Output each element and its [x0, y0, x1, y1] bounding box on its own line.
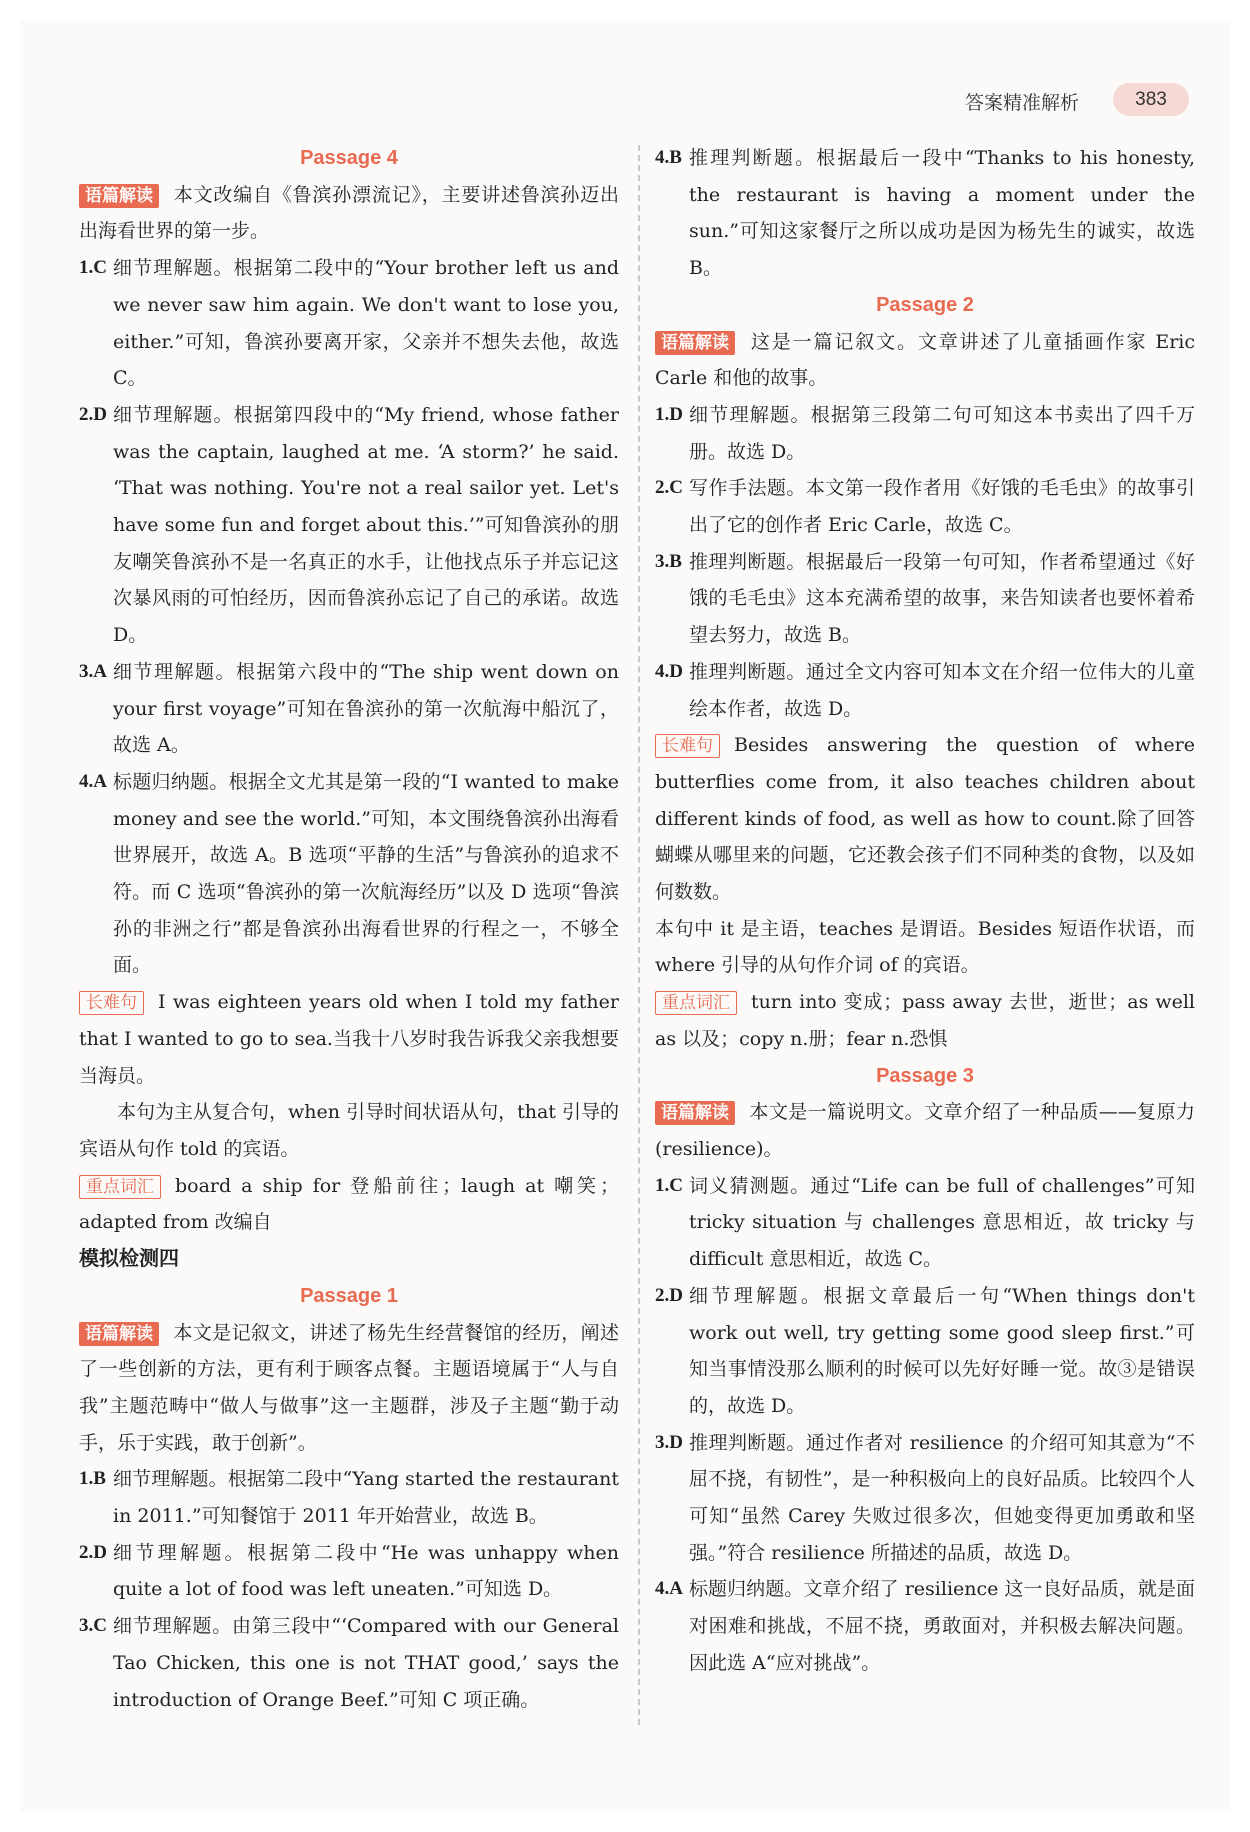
reading-summary: [655, 1094, 1195, 1167]
answer-num: 1.C: [79, 257, 107, 279]
answer-num: 1.C: [655, 1174, 683, 1196]
reading-text: 本文是一篇说明文。文章介绍了一种品质——复原力(resilience)。: [655, 1101, 1195, 1160]
answer-text: 推理判断题。通过全文内容可知本文在介绍一位伟大的儿童绘本作者，故选 D。: [689, 660, 1195, 720]
vocab-text: turn into 变成；pass away 去世，逝世；as well as 以及；copy n.册；fear n.恐惧: [655, 991, 1195, 1050]
answer-text: 细节理解题。根据第三段第二句可知这本书卖出了四千万册。故选 D。: [689, 403, 1195, 463]
reading-summary: [79, 177, 619, 250]
answer-item: [79, 1535, 619, 1608]
answer-item: [79, 764, 619, 984]
vocabulary: [655, 984, 1195, 1057]
answer-text: 写作手法题。本文第一段作者用《好饿的毛毛虫》的故事引出了它的创作者 Eric Carle，故选 C。: [689, 477, 1195, 537]
answer-num: 4.A: [79, 770, 107, 792]
answer-item: [79, 1608, 619, 1718]
passage-title: Passage 1: [300, 1284, 398, 1307]
answer-text: 细节理解题。根据第六段中的“The ship went down on your first voyage”可知在鲁滨孙的第一次航海中船沉了，故选 A。: [113, 660, 619, 757]
passage-title: Passage 3: [876, 1064, 974, 1087]
answer-text: 推理判断题。通过作者对 resilience 的介绍可知其意为“不屈不挠，有韧性”，是一种积极向上的良好品质。比较四个人可知“虽然 Carey 失败过很多次，但她变得更加勇敢和坚强。”符合 resilience 所描述的品质，故选 D。: [689, 1431, 1195, 1564]
reading-text: 本文是记叙文，讲述了杨先生经营餐馆的经历，阐述了一些创新的方法，更有利于顾客点餐。主题语境属于“人与自我”主题范畴中“做人与做事”这一主题群，涉及子主题“勤于动手，乐于实践，敢于创新”。: [79, 1321, 619, 1454]
answer-text: 推理判断题。根据最后一段第一句可知，作者希望通过《好饿的毛毛虫》这本充满希望的故事，来告知读者也要怀着希望去努力，故选 B。: [689, 550, 1195, 647]
long-sentence-text: Besides answering the question of where butterflies come from, it also teaches children about different kinds of food, as well as how to count.除了回答蝴蝶从哪里来的问题，它还教会孩子们不同种类的食物，以及如何数数。: [655, 734, 1195, 904]
header-title: 答案精准解析: [965, 93, 1080, 114]
answer-item: [79, 1461, 619, 1534]
passage-title: Passage 2: [876, 293, 974, 316]
answer-text: 标题归纳题。根据全文尤其是第一段的“I wanted to make money and see the world.”可知，本文围绕鲁滨孙出海看世界展开，故选 A。B 选项“平静的生活”与鲁滨孙的追求不符。而 C 选项“鲁滨孙的第一次航海经历”以及 D 选项“鲁滨孙的非洲之行”都是鲁滨孙出海看世界的行程之一，不够全面。: [113, 770, 619, 977]
answer-num: 2.D: [79, 1541, 107, 1563]
section-title: 模拟检测四: [79, 1248, 179, 1271]
passage-title: Passage 4: [300, 147, 398, 169]
answer-text: 细节理解题。根据第二段中的“Your brother left us and we never saw him again. We don't want to lose you, either.”可知，鲁滨孙要离开家，父亲并不想失去他，故选 C。: [113, 257, 619, 390]
long-sentence: [655, 727, 1195, 911]
answer-text: 细节理解题。根据第二段中“He was unhappy when quite a lot of food was left uneaten.”可知选 D。: [113, 1541, 619, 1601]
column-divider: [638, 145, 640, 1725]
answer-num: 2.C: [655, 477, 683, 499]
reading-tag: 语篇解读: [655, 331, 735, 355]
answer-item: [655, 1425, 1195, 1572]
answer-item: [655, 1168, 1195, 1278]
long-sentence: [79, 984, 619, 1094]
answer-text: 细节理解题。由第三段中“‘Compared with our General Tao Chicken, this one is not THAT good,’ says the introduction of Orange Beef.”可知 C 项正确。: [113, 1615, 619, 1711]
reading-summary: [79, 1315, 619, 1462]
answer-item: [79, 250, 619, 397]
long-sentence-tag: 长难句: [655, 734, 720, 758]
reading-tag: 语篇解读: [79, 1322, 159, 1346]
page-number-badge: 383: [1113, 83, 1189, 116]
answer-num: 3.D: [655, 1431, 683, 1453]
answer-item: [655, 140, 1195, 287]
long-sentence-note: 本句中 it 是主语，teaches 是谓语。Besides 短语作状语，而 where 引导的从句作介词 of 的宾语。: [655, 917, 1195, 977]
vocab-tag: 重点词汇: [655, 991, 737, 1015]
vocab-text: board a ship for 登船前往；laugh at 嘲笑；adapted from 改编自: [79, 1174, 619, 1234]
answer-num: 3.A: [79, 660, 107, 682]
answer-num: 2.D: [655, 1284, 683, 1306]
answer-item: [655, 654, 1195, 727]
answer-item: [655, 397, 1195, 470]
answer-num: 3.C: [79, 1615, 107, 1637]
answer-item: [79, 654, 619, 764]
answer-item: [655, 470, 1195, 543]
left-column: [79, 140, 619, 1718]
answer-item: [655, 544, 1195, 654]
long-sentence-text: I was eighteen years old when I told my father that I wanted to go to sea.当我十八岁时我告诉我父亲我想要当海员。: [79, 991, 619, 1087]
answer-num: 1.D: [655, 403, 683, 425]
answer-num: 2.D: [79, 403, 107, 425]
answer-text: 细节理解题。根据第四段中的“My friend, whose father was the captain, laughed at me. ‘A storm?’ he said. ‘That was nothing. You're not a real sailor yet. Let's have some fun and forget about this.’”可知鲁滨孙的朋友嘲笑鲁滨孙不是一名真正的水手，让他找点乐子并忘记这次暴风雨的可怕经历，因而鲁滨孙忘记了自己的承诺。故选 D。: [113, 403, 619, 647]
answer-num: 4.D: [655, 660, 683, 682]
long-sentence-note: 本句为主从复合句，when 引导时间状语从句，that 引导的宾语从句作 told 的宾语。: [79, 1101, 619, 1160]
answer-num: 1.B: [79, 1468, 106, 1490]
answer-text: 细节理解题。根据文章最后一句“When things don't work out well, try getting some good sleep first.”可知当事情没那么顺利的时候可以先好好睡一觉。故③是错误的，故选 D。: [689, 1284, 1195, 1417]
answer-text: 细节理解题。根据第二段中“Yang started the restaurant in 2011.”可知餐馆于 2011 年开始营业，故选 B。: [113, 1468, 619, 1528]
reading-text: 这是一篇记叙文。文章讲述了儿童插画作家 Eric Carle 和他的故事。: [655, 330, 1195, 390]
answer-num: 3.B: [655, 550, 682, 572]
right-column: [655, 140, 1195, 1682]
answer-text: 推理判断题。根据最后一段中“Thanks to his honesty, the restaurant is having a moment under the sun.”可知这家餐厅之所以成功是因为杨先生的诚实，故选 B。: [689, 147, 1195, 280]
reading-tag: 语篇解读: [655, 1101, 735, 1125]
answer-item: [655, 1571, 1195, 1681]
answer-item: [79, 397, 619, 654]
reading-summary: [655, 324, 1195, 397]
long-sentence-tag: 长难句: [79, 991, 144, 1015]
answer-num: 4.A: [655, 1578, 683, 1600]
vocab-tag: 重点词汇: [79, 1175, 161, 1199]
answer-text: 词义猜测题。通过“Life can be full of challenges”可知 tricky situation 与 challenges 意思相近，故 tricky 与 difficult 意思相近，故选 C。: [689, 1174, 1195, 1271]
reading-text: 本文改编自《鲁滨孙漂流记》，主要讲述鲁滨孙迈出出海看世界的第一步。: [79, 183, 619, 243]
vocabulary: [79, 1168, 619, 1241]
answer-num: 4.B: [655, 147, 682, 168]
answer-text: 标题归纳题。文章介绍了 resilience 这一良好品质，就是面对困难和挑战，不屈不挠，勇敢面对，并积极去解决问题。因此选 A“应对挑战”。: [689, 1578, 1195, 1674]
answer-item: [655, 1278, 1195, 1425]
reading-tag: 语篇解读: [79, 184, 159, 208]
